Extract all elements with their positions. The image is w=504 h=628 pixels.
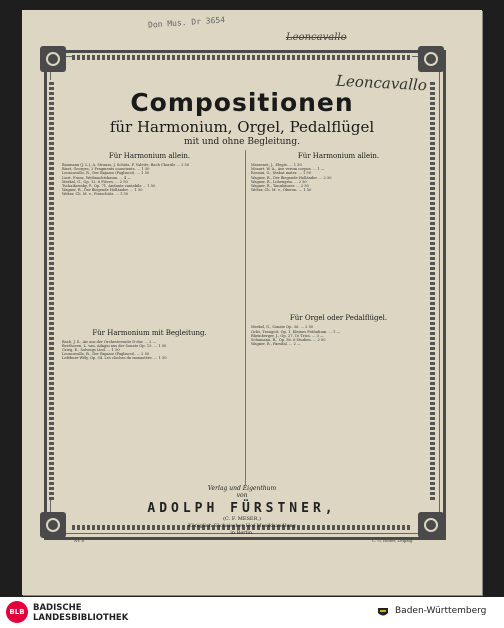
baden-wuerttemberg-emblem-icon [376,605,390,619]
corner-ornament-icon [40,46,66,72]
plate-mark-left: Nr. 6 [74,538,85,543]
catalog-entry: Massenet, J., Elegie. ... 1 50 [251,163,302,167]
footer-bar [0,597,504,628]
signature-annotation: Leoncavallo [286,32,347,43]
catalog-entry: Rossini, G., Stabat mater. ... 1 50 [251,171,312,176]
catalog-entry: Wagner, R., Der fliegende Holländer. ... 1 50 [62,188,143,193]
catalog-entry: Grieg, E., Solveigs Lied. ... 1 50 [62,348,120,353]
section-heading: Für Orgel oder Pedalflügel. [289,314,388,323]
publisher-sub: (C. F. MESER,) [223,516,261,522]
frame-band-top [72,55,412,60]
catalog-entry: Merkel, G., Op. 12. 6 Pièces. ... 2 50 [62,179,128,184]
catalog-entry: Schumann, R., Op. 56. 6 Studien. ... 2 50 [251,338,326,343]
catalog-entry: Leoncavallo, R., Der Bajazzo (Pagliacci). ... 2 50 [62,352,150,357]
frame-band-left [49,80,54,500]
library-name-line2: LANDESBIBLIOTHEK [33,613,129,623]
catalog-entry: Baumann (J. L.), A. Strauss, J. Schütz, F. Valette, Bach Choräle ... 2 50 [62,163,190,167]
catalog-entry: Merkel, G., Sonate Op. 30. ... 2 50 [251,325,314,330]
catalog-entry: Wagner, R., Tannhäuser. ... 2 50 [251,184,309,189]
catalog-entry: Leoncavallo, R., Der Bajazzo (Pagliacci). ... 1 50 [62,171,150,176]
section-heading: Für Harmonium mit Begleitung. [92,328,207,337]
catalog-entry: Mozart, W. A., Ave verum corpus. ... 1 — [251,167,325,172]
page-title: Compositionen [130,88,354,117]
publisher-city: in Berlin. [230,530,254,536]
page-subtitle: für Harmonium, Orgel, Pedalflügel [109,118,375,136]
catalog-entry: Lefébure-Wély, Op. 54. Les cloches du monastère. ... 1 50 [62,356,167,361]
catalog-entry: Wagner, R., Lohengrin. ... 2 50 [251,179,307,184]
catalog-entry: Weber, Ch. M. v., Freischütz. ... 1 50 [62,192,129,197]
publisher-von: von [236,492,248,499]
catalog-entry: Rheinberger, J., Op. 27. 10 Trios. ... 3 — [251,333,324,338]
catalog-entry: Beethoven, L. van, Adagio aus der Sonate Op. 13. ... 1 50 [62,343,167,348]
shelfmark-annotation: Don Mus. Dr 3654 [147,15,226,30]
plate-mark-right: C. G. Röder, Leipzig. [372,538,414,543]
publisher-block [60,485,424,537]
section-heading: Für Harmonium allein. [108,152,191,160]
blb-logo-icon[interactable]: BLB [6,601,28,623]
catalog-entry: Bizet, Georges, 2 Fragments conscients. ... 1 50 [62,167,150,172]
right-catalog-column [251,150,426,346]
catalog-entry: Wagner, R., Der fliegende Holländer. ... 2 50 [251,175,332,180]
section-heading: Für Harmonium allein. [297,152,380,160]
corner-ornament-icon [418,46,444,72]
publisher-name: ADOLPH FÜRSTNER, [147,501,337,516]
library-name-line1: BADISCHE [33,603,82,613]
catalog-entry: Tschaikowsky, P., Op. 71. Andante cantabile ... 1 50 [62,184,156,189]
catalog-entry: Weber, Ch. M. v., Oberon. ... 1 50 [251,188,312,193]
page-subtitle-2: mit und ohne Begleitung. [184,137,300,147]
column-divider [245,150,246,485]
publisher-verlag: Verlag und Eigenthum [207,485,277,492]
catalog-entry: Liszt, Franz, Weihnachtsbaum. ... 4 — [62,175,131,180]
frame-band-right [430,80,435,500]
library-name [33,603,128,623]
left-catalog-column [62,150,237,361]
catalog-entry: Ochs, Traugott, Op. 1. Kleines Präludium. ... 1 — [251,329,341,334]
handwritten-annotation: Leoncavallo [335,71,428,95]
state-name[interactable]: Baden-Württemberg [395,606,487,616]
publisher-court: Königlich Sächsischer Hof-Musikhandlung [188,523,296,529]
catalog-entry: Bach, J. S., Air aus der Orchestersuite D-dur. ... 2 — [62,339,157,344]
catalog-entry: Wagner, R., Parsifal. ... 2 — [251,342,301,347]
